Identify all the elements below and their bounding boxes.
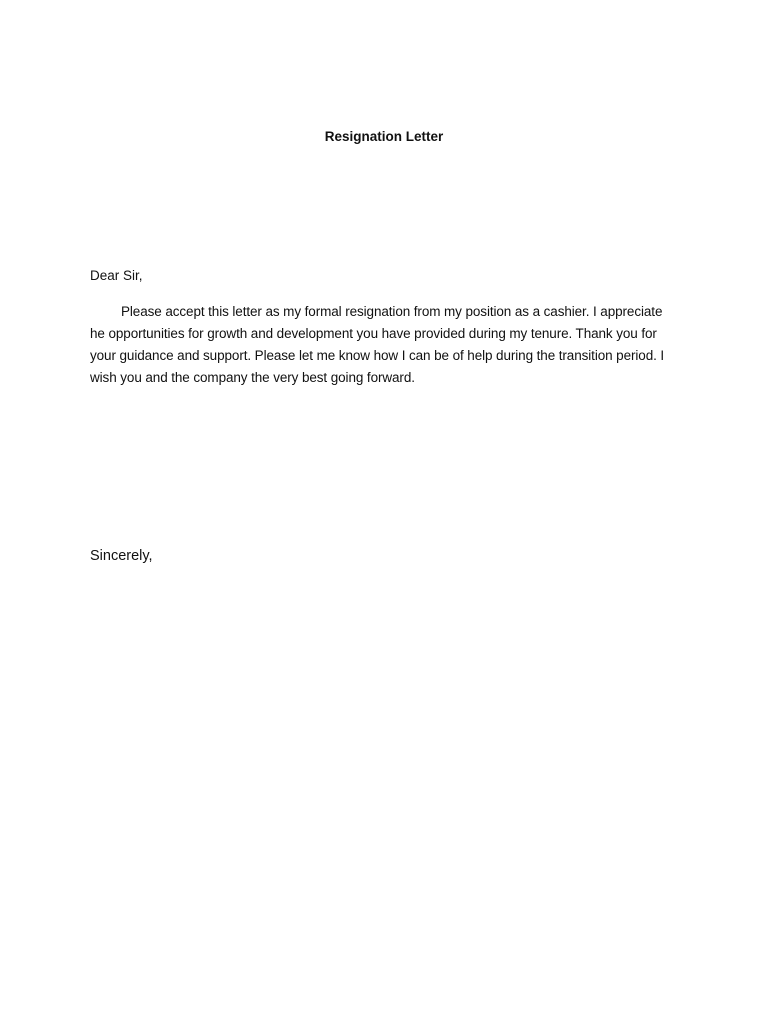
letter-closing: Sincerely, <box>90 548 153 564</box>
letter-body-paragraph: Please accept this letter as my formal resignation from my position as a cashier. I appreciate he opportunities for growth and development you have provided during my tenure. Thank you for your guidance and support. Please let me know how I can be of help during the transition period. I wish you and the company the very best going forward. <box>90 304 665 385</box>
letter-salutation: Dear Sir, <box>90 268 143 283</box>
letter-title: Resignation Letter <box>324 129 444 144</box>
